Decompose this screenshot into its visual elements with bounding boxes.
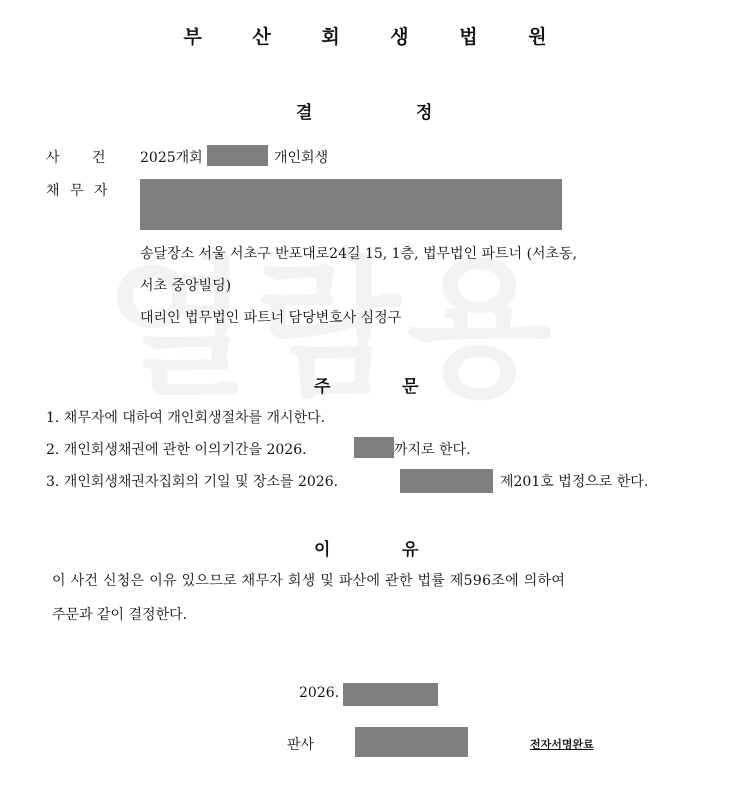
decision-date-prefix: 2026. [299,685,340,701]
redacted-decision-date [343,683,438,706]
order-2-suffix: 까지로 한다. [394,442,471,458]
case-number-prefix: 2025개회 [140,150,203,166]
order-1: 1. 채무자에 대하여 개인회생절차를 개시한다. [46,410,326,426]
redacted-case-number [207,145,268,166]
reason-line2: 주문과 같이 결정한다. [52,607,188,623]
redacted-judge-name [355,727,468,757]
judge-label: 판사 [287,737,315,753]
service-address-line1: 송달장소 서울 서초구 반포대로24길 15, 1층, 법무법인 파트너 (서초동, [140,246,578,262]
order-3-suffix: 제201호 법정으로 한다. [500,474,649,490]
order-2-prefix: 2. 개인회생채권에 관한 이의기간을 2026. [46,442,307,458]
reason-heading-2: 유 [402,540,419,560]
redacted-objection-date [354,437,394,458]
case-label: 사 건 [46,150,106,166]
order-3-prefix: 3. 개인회생채권자집회의 기일 및 장소를 2026. [46,474,339,490]
debtor-label: 채 무 자 [46,183,108,199]
e-signature-mark: 전자서명완료 [530,738,594,751]
agent: 대리인 법무법인 파트너 담당변호사 심정구 [140,310,402,326]
reason-line1: 이 사건 신청은 이유 있으므로 채무자 회생 및 파산에 관한 법률 제596조에 의하여 [52,573,566,589]
reason-heading-1: 이 [314,540,331,560]
case-type: 개인회생 [274,150,329,166]
decision-heading-2: 정 [416,103,433,123]
order-heading-2: 문 [402,377,419,397]
order-heading-1: 주 [314,377,331,397]
redacted-debtor [140,179,562,230]
service-address-line2: 서초 중앙빌딩) [140,278,232,294]
redacted-meeting-date [400,469,493,493]
decision-heading-1: 결 [296,103,313,123]
court-name: 부 산 회 생 법 원 [183,26,569,48]
